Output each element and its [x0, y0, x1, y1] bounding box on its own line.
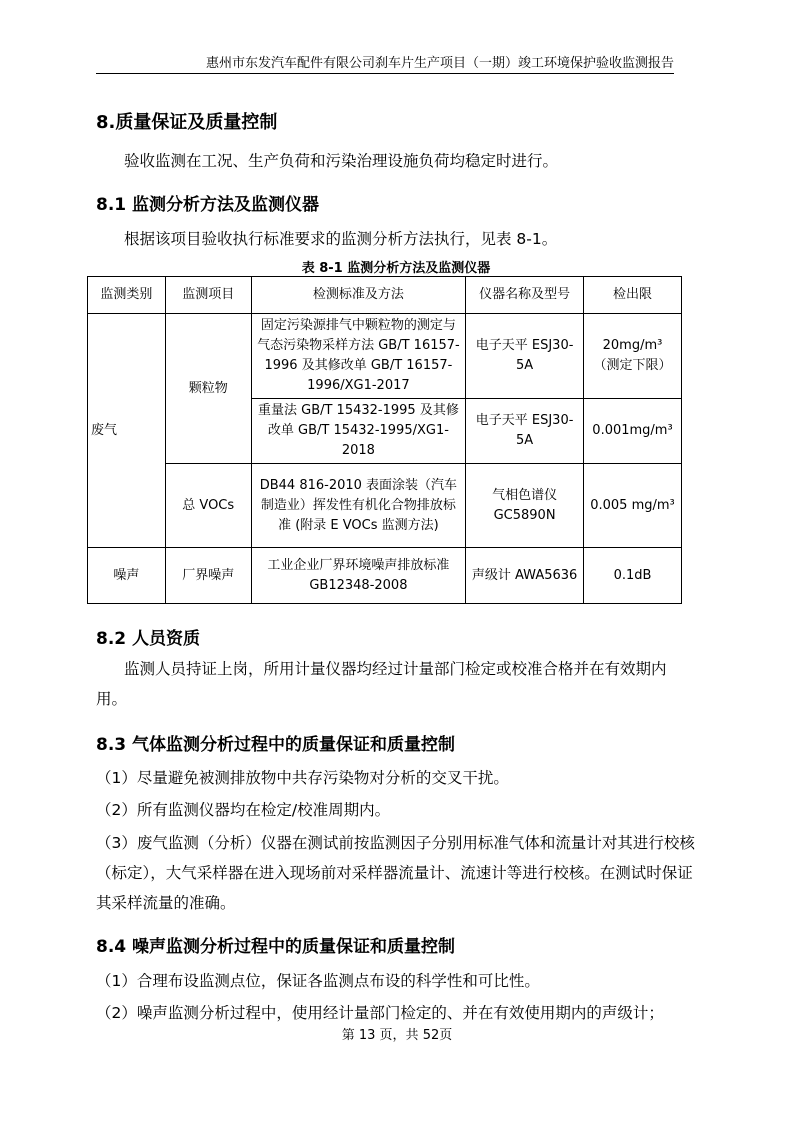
section-8-1-text: 根据该项目验收执行标准要求的监测分析方法执行，见表 8-1。 — [124, 230, 558, 248]
col-header: 监测类别 — [88, 277, 166, 314]
section-8-intro: 验收监测在工况、生产负荷和污染治理设施负荷均稳定时进行。 — [124, 152, 559, 170]
page-footer: 第 13 页，共 52页 — [341, 1028, 453, 1043]
instrument-cell: 气相色谱仪 GC5890N — [466, 464, 584, 548]
section-8-4-title: 8.4 噪声监测分析过程中的质量保证和质量控制 — [96, 937, 456, 957]
page-header: 惠州市东发汽车配件有限公司刹车片生产项目（一期）竣工环境保护验收监测报告 — [96, 56, 674, 74]
item-cell: 总 VOCs — [165, 464, 251, 548]
section-8-4-item-1: （1）合理布设监测点位，保证各监测点布设的科学性和可比性。 — [96, 972, 540, 990]
section-8-3-item-2: （2）所有监测仪器均在检定/校准周期内。 — [96, 801, 391, 819]
table-row — [88, 464, 682, 548]
section-8-2-text: 监测人员持证上岗，所用计量仪器均经过计量部门检定或校准合格并在有效期内用。 — [96, 660, 667, 708]
table-row — [88, 314, 682, 399]
section-8-title: 8.质量保证及质量控制 — [96, 112, 278, 133]
table-row — [88, 548, 682, 604]
method-cell: 固定污染源排气中颗粒物的测定与气态污染物采样方法 GB/T 16157-1996 及其修改单 GB/T 16157-1996/XG1-2017 — [251, 314, 466, 399]
col-header: 监测项目 — [165, 277, 251, 314]
table-caption: 表 8-1 监测分析方法及监测仪器 — [301, 261, 491, 276]
instrument-cell: 电子天平 ESJ30-5A — [466, 399, 584, 464]
item-cell: 颗粒物 — [165, 314, 251, 464]
method-cell: DB44 816-2010 表面涂装（汽车制造业）挥发性有机化合物排放标准 (附录 E VOCs 监测方法) — [251, 464, 466, 548]
limit-value: 20mg/m³ — [602, 338, 663, 353]
section-8-1-title: 8.1 监测分析方法及监测仪器 — [96, 195, 320, 215]
limit-cell: 0.001mg/m³ — [584, 399, 682, 464]
section-8-4-item-2: （2）噪声监测分析过程中，使用经计量部门检定的、并在有效使用期内的声级计； — [96, 1004, 664, 1022]
col-header: 仪器名称及型号 — [466, 277, 584, 314]
col-header: 检出限 — [584, 277, 682, 314]
limit-cell: 0.005 mg/m³ — [584, 464, 682, 548]
methods-table — [87, 276, 682, 604]
limit-cell: 0.1dB — [584, 548, 682, 604]
section-8-3-item-1: （1）尽量避免被测排放物中共存污染物对分析的交叉干扰。 — [96, 769, 509, 787]
table-header-row — [88, 277, 682, 314]
section-8-3-item-3: （3）废气监测（分析）仪器在测试前按监测因子分别用标准气体和流量计对其进行校核（标定），大气采样器在进入现场前对采样器流量计、流速计等进行校核。在测试时保证其采样流量的准确。 — [96, 834, 695, 912]
instrument-cell: 电子天平 ESJ30-5A — [466, 314, 584, 399]
method-cell: 重量法 GB/T 15432-1995 及其修改单 GB/T 15432-1995/XG1-2018 — [251, 399, 466, 464]
limit-note: （测定下限） — [593, 358, 672, 373]
category-cell: 废气 — [88, 314, 166, 548]
col-header: 检测标准及方法 — [251, 277, 466, 314]
method-cell: 工业企业厂界环境噪声排放标准 GB12348-2008 — [251, 548, 466, 604]
limit-cell — [584, 314, 682, 399]
section-8-2-title: 8.2 人员资质 — [96, 629, 201, 649]
category-cell: 噪声 — [88, 548, 166, 604]
section-8-3-title: 8.3 气体监测分析过程中的质量保证和质量控制 — [96, 735, 456, 755]
item-cell: 厂界噪声 — [165, 548, 251, 604]
instrument-cell: 声级计 AWA5636 — [466, 548, 584, 604]
